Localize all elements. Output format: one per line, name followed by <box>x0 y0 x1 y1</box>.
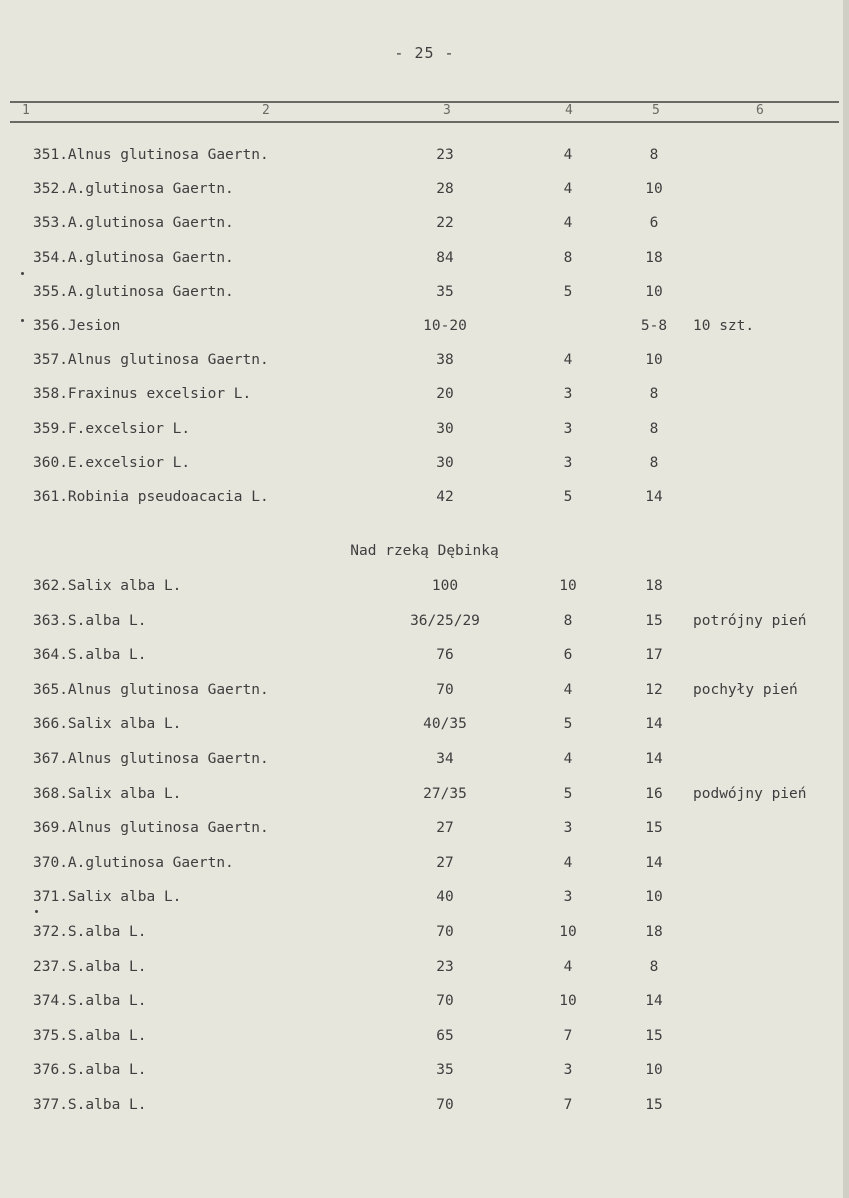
height-cell: 15 <box>645 820 663 837</box>
remarks-cell: pochyły pień <box>693 681 798 698</box>
tree-name-cell: 376.S.alba L. <box>33 1062 147 1079</box>
table-row <box>0 959 849 983</box>
tree-name-cell: 375.S.alba L. <box>33 1027 147 1044</box>
height-cell: 14 <box>645 751 663 767</box>
height-cell: 8 <box>649 147 659 163</box>
column-header-3: 3 <box>443 103 451 118</box>
column-4-cell: 7 <box>563 1027 573 1044</box>
paper-speck <box>21 272 24 275</box>
remarks-cell: 10 szt. <box>693 318 755 334</box>
diameter-cell: 30 <box>436 454 454 471</box>
height-cell: 6 <box>649 215 659 232</box>
table-row <box>0 181 849 205</box>
column-4-cell: 4 <box>563 751 573 767</box>
diameter-cell: 34 <box>436 751 454 767</box>
height-cell: 14 <box>645 854 663 871</box>
tree-name-cell: 357.Alnus glutinosa Gaertn. <box>33 352 269 369</box>
column-4-cell: 6 <box>563 647 573 664</box>
table-row <box>0 647 849 671</box>
column-header-4: 4 <box>565 103 573 118</box>
diameter-cell: 70 <box>436 924 454 940</box>
table-row <box>0 855 849 879</box>
diameter-cell: 23 <box>436 958 454 975</box>
tree-name-cell: 360.E.excelsior L. <box>33 454 191 471</box>
height-cell: 8 <box>649 454 659 471</box>
diameter-cell: 70 <box>436 681 454 698</box>
paper-speck <box>21 319 24 322</box>
height-cell: 14 <box>645 993 663 1010</box>
diameter-cell: 23 <box>436 147 454 163</box>
height-cell: 18 <box>645 249 663 266</box>
height-cell: 16 <box>645 785 663 802</box>
tree-name-cell: 351.Alnus glutinosa Gaertn. <box>33 147 269 163</box>
tree-name-cell: 372.S.alba L. <box>33 924 147 940</box>
table-top-rule <box>10 101 839 103</box>
column-header-1: 1 <box>22 103 30 118</box>
column-4-cell: 3 <box>563 386 573 403</box>
column-4-cell: 10 <box>559 924 577 940</box>
table-row <box>0 352 849 376</box>
height-cell: 14 <box>645 489 663 505</box>
tree-name-cell: 358.Fraxinus excelsior L. <box>33 386 252 403</box>
tree-name-cell: 362.Salix alba L. <box>33 578 182 594</box>
tree-name-cell: 353.A.glutinosa Gaertn. <box>33 215 234 232</box>
diameter-cell: 40 <box>436 889 454 906</box>
column-header-5: 5 <box>652 103 660 118</box>
column-4-cell: 4 <box>563 181 573 198</box>
height-cell: 17 <box>645 647 663 664</box>
tree-name-cell: 369.Alnus glutinosa Gaertn. <box>33 820 269 837</box>
table-row <box>0 250 849 274</box>
height-cell: 12 <box>645 681 663 698</box>
tree-name-cell: 364.S.alba L. <box>33 647 147 664</box>
table-row <box>0 993 849 1017</box>
table-row <box>0 215 849 239</box>
column-header-2: 2 <box>262 103 270 118</box>
height-cell: 8 <box>649 386 659 403</box>
table-row <box>0 820 849 844</box>
table-row <box>0 489 849 513</box>
column-4-cell: 5 <box>563 716 573 733</box>
height-cell: 8 <box>649 958 659 975</box>
tree-name-cell: 352.A.glutinosa Gaertn. <box>33 181 234 198</box>
diameter-cell: 10-20 <box>423 318 467 334</box>
diameter-cell: 20 <box>436 386 454 403</box>
table-row <box>0 682 849 706</box>
height-cell: 18 <box>645 578 663 594</box>
tree-name-cell: 237.S.alba L. <box>33 958 147 975</box>
diameter-cell: 76 <box>436 647 454 664</box>
height-cell: 18 <box>645 924 663 940</box>
diameter-cell: 40/35 <box>423 716 467 733</box>
height-cell: 15 <box>645 612 663 629</box>
table-row <box>0 1028 849 1052</box>
table-header-rule <box>10 121 839 123</box>
diameter-cell: 35 <box>436 1062 454 1079</box>
table-row <box>0 318 849 342</box>
diameter-cell: 28 <box>436 181 454 198</box>
tree-name-cell: 354.A.glutinosa Gaertn. <box>33 249 234 266</box>
tree-name-cell: 366.Salix alba L. <box>33 716 182 733</box>
diameter-cell: 84 <box>436 249 454 266</box>
table-row <box>0 421 849 445</box>
table-row <box>0 786 849 810</box>
height-cell: 10 <box>645 352 663 369</box>
tree-name-cell: 359.F.excelsior L. <box>33 420 191 437</box>
height-cell: 10 <box>645 283 663 300</box>
diameter-cell: 70 <box>436 1097 454 1113</box>
height-cell: 14 <box>645 716 663 733</box>
diameter-cell: 30 <box>436 420 454 437</box>
page-number: - 25 - <box>394 44 455 62</box>
column-4-cell: 7 <box>563 1097 573 1113</box>
height-cell: 5-8 <box>640 318 668 334</box>
column-4-cell: 10 <box>559 578 577 594</box>
diameter-cell: 65 <box>436 1027 454 1044</box>
tree-name-cell: 374.S.alba L. <box>33 993 147 1010</box>
diameter-cell: 22 <box>436 215 454 232</box>
height-cell: 15 <box>645 1027 663 1044</box>
column-4-cell: 4 <box>563 215 573 232</box>
column-4-cell: 8 <box>563 249 573 266</box>
table-row <box>0 751 849 775</box>
paper-speck <box>35 910 38 913</box>
tree-name-cell: 363.S.alba L. <box>33 612 147 629</box>
height-cell: 10 <box>645 181 663 198</box>
column-4-cell: 4 <box>563 681 573 698</box>
remarks-cell: podwójny pień <box>693 785 807 802</box>
height-cell: 15 <box>645 1097 663 1113</box>
diameter-cell: 100 <box>431 578 459 594</box>
diameter-cell: 27 <box>436 820 454 837</box>
column-4-cell: 10 <box>559 993 577 1010</box>
tree-name-cell: 370.A.glutinosa Gaertn. <box>33 854 234 871</box>
diameter-cell: 70 <box>436 993 454 1010</box>
diameter-cell: 27 <box>436 854 454 871</box>
tree-name-cell: 365.Alnus glutinosa Gaertn. <box>33 681 269 698</box>
table-row <box>0 924 849 948</box>
tree-name-cell: 367.Alnus glutinosa Gaertn. <box>33 751 269 767</box>
column-4-cell: 3 <box>563 454 573 471</box>
diameter-cell: 42 <box>436 489 454 505</box>
diameter-cell: 27/35 <box>423 785 467 802</box>
remarks-cell: potrójny pień <box>693 612 807 629</box>
column-4-cell: 5 <box>563 283 573 300</box>
diameter-cell: 38 <box>436 352 454 369</box>
table-row <box>0 386 849 410</box>
column-4-cell: 4 <box>563 958 573 975</box>
height-cell: 10 <box>645 889 663 906</box>
table-row <box>0 578 849 602</box>
diameter-cell: 36/25/29 <box>410 612 480 629</box>
table-row <box>0 455 849 479</box>
diameter-cell: 35 <box>436 283 454 300</box>
column-4-cell: 4 <box>563 147 573 163</box>
table-row <box>0 889 849 913</box>
column-4-cell: 3 <box>563 889 573 906</box>
column-4-cell: 3 <box>563 820 573 837</box>
table-row <box>0 716 849 740</box>
column-4-cell: 8 <box>563 612 573 629</box>
tree-name-cell: 371.Salix alba L. <box>33 889 182 906</box>
height-cell: 10 <box>645 1062 663 1079</box>
tree-name-cell: 361.Robinia pseudoacacia L. <box>33 489 269 505</box>
table-row <box>0 613 849 637</box>
column-4-cell: 3 <box>563 420 573 437</box>
table-row <box>0 147 849 171</box>
table-row <box>0 1097 849 1121</box>
column-4-cell: 4 <box>563 854 573 871</box>
column-header-6: 6 <box>756 103 764 118</box>
column-4-cell: 5 <box>563 489 573 505</box>
column-4-cell: 5 <box>563 785 573 802</box>
column-4-cell: 4 <box>563 352 573 369</box>
table-row <box>0 1062 849 1086</box>
tree-name-cell: 377.S.alba L. <box>33 1097 147 1113</box>
table-row <box>0 284 849 308</box>
tree-name-cell: 356.Jesion <box>33 318 121 334</box>
tree-name-cell: 368.Salix alba L. <box>33 785 182 802</box>
tree-name-cell: 355.A.glutinosa Gaertn. <box>33 283 234 300</box>
height-cell: 8 <box>649 420 659 437</box>
column-4-cell: 3 <box>563 1062 573 1079</box>
section-title: Nad rzeką Dębinką <box>350 543 499 559</box>
